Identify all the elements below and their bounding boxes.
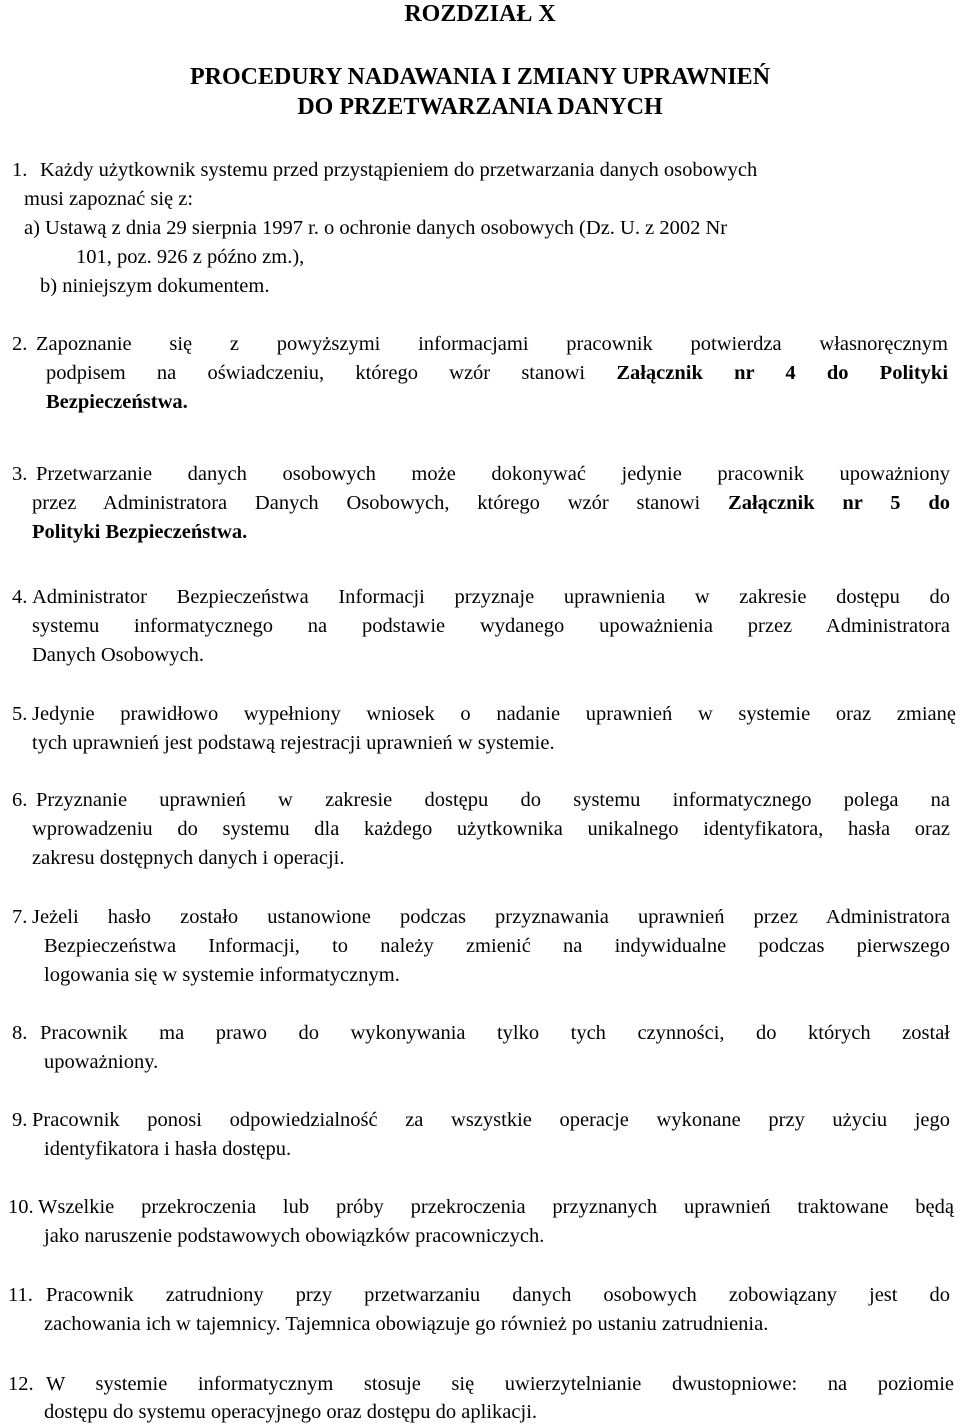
attachment-reference: Załącznik nr 5 do — [728, 492, 950, 514]
item-text: podpisem na oświadczeniu, którego wzór stanowi — [46, 362, 586, 384]
item-text-line: Wszelkie przekroczenia lub próby przekroczenia przyznanych uprawnień traktowane będą — [38, 1196, 954, 1218]
item-number: 5. — [12, 703, 28, 725]
item-text-line: logowania się w systemie informatycznym. — [44, 964, 400, 986]
item-number: 2. — [12, 333, 28, 355]
item-text-line: 101, poz. 926 z późno zm.), — [76, 246, 305, 268]
item-text-line: tych uprawnień jest podstawą rejestracji uprawnień w systemie. — [32, 732, 555, 754]
item-text-line: a) Ustawą z dnia 29 sierpnia 1997 r. o ochronie danych osobowych (Dz. U. z 2002 Nr — [24, 217, 728, 239]
item-text: przez Administratora Danych Osobowych, którego wzór stanowi — [32, 492, 701, 514]
item-text-line: zakresu dostępnych danych i operacji. — [32, 847, 345, 869]
item-number: 4. — [12, 586, 28, 608]
item-number: 11. — [8, 1284, 33, 1306]
item-number: 8. — [12, 1022, 28, 1044]
item-number: 7. — [12, 906, 28, 928]
list-item-3 — [12, 460, 950, 550]
item-text-line: Pracownik ma prawo do wykonywania tylko tych czynności, do których został — [40, 1022, 950, 1044]
item-number: 1. — [12, 159, 28, 181]
item-text-line: Pracownik ponosi odpowiedzialność za wszystkie operacje wykonane przy użyciu jego — [32, 1109, 950, 1131]
list-item-10 — [8, 1193, 954, 1253]
item-text-line: Pracownik zatrudniony przy przetwarzaniu danych osobowych zobowiązany jest do — [46, 1284, 950, 1306]
attachment-reference: Polityki Bezpieczeństwa. — [32, 521, 248, 543]
item-text-line: Zapoznanie się z powyższymi informacjami pracownik potwierdza własnoręcznym — [36, 333, 948, 355]
item-text-line: systemu informatycznego na podstawie wydanego upoważnienia przez Administratora — [32, 615, 950, 637]
item-number: 6. — [12, 789, 28, 811]
list-item-8 — [12, 1019, 950, 1079]
item-text-line: identyfikatora i hasła dostępu. — [44, 1138, 292, 1160]
item-text-line: b) niniejszym dokumentem. — [40, 275, 270, 297]
item-text-line: Każdy użytkownik systemu przed przystąpieniem do przetwarzania danych osobowych — [40, 159, 758, 181]
item-number: 12. — [8, 1373, 34, 1395]
item-text-line: W systemie informatycznym stosuje się uwierzytelnianie dwustopniowe: na poziomie — [46, 1373, 954, 1395]
item-text-line — [46, 388, 188, 417]
item-text-line: Danych Osobowych. — [32, 644, 204, 666]
item-text-line: zachowania ich w tajemnicy. Tajemnica obowiązuje go również po ustaniu zatrudnienia. — [44, 1313, 769, 1335]
item-text-line: dostępu do systemu operacyjnego oraz dostępu do aplikacji. — [44, 1401, 538, 1423]
chapter-heading: ROZDZIAŁ X — [404, 1, 556, 27]
item-text-line: Bezpieczeństwa Informacji, to należy zmienić na indywidualne podczas pierwszego — [44, 935, 950, 957]
attachment-reference: Załącznik nr 4 do Polityki — [616, 362, 949, 384]
list-item-6 — [12, 786, 950, 876]
list-item-1 — [12, 156, 946, 306]
item-text-line: wprowadzeniu do systemu dla każdego użytkownika unikalnego identyfikatora, hasła oraz — [32, 818, 950, 840]
item-text-line: Jeżeli hasło zostało ustanowione podczas przyznawania uprawnień przez Administratora — [32, 906, 950, 928]
item-number: 3. — [12, 463, 28, 485]
list-item-2 — [12, 330, 948, 420]
title-line-2: DO PRZETWARZANIA DANYCH — [297, 94, 663, 120]
item-text-line: musi zapoznać się z: — [24, 188, 194, 210]
item-text-line: Jedynie prawidłowo wypełniony wniosek o nadanie uprawnień w systemie oraz zmianę — [32, 703, 956, 725]
list-item-9 — [12, 1106, 950, 1166]
item-text-line: jako naruszenie podstawowych obowiązków pracowniczych. — [44, 1225, 545, 1247]
attachment-reference: Bezpieczeństwa. — [46, 391, 188, 413]
item-text-line — [32, 518, 247, 547]
list-item-4 — [12, 583, 950, 673]
item-text-line: upoważniony. — [44, 1051, 159, 1073]
item-number: 9. — [12, 1109, 28, 1131]
item-text-line — [46, 359, 948, 388]
list-item-5 — [12, 700, 956, 760]
item-text-line: Przetwarzanie danych osobowych może dokonywać jedynie pracownik upoważniony — [36, 463, 950, 485]
list-item-7 — [12, 903, 950, 993]
item-number: 10. — [8, 1196, 34, 1218]
list-item-12 — [8, 1370, 954, 1426]
list-item-11 — [8, 1281, 950, 1341]
item-text-line — [32, 489, 950, 518]
item-text-line: Przyznanie uprawnień w zakresie dostępu do systemu informatycznego polega na — [36, 789, 950, 811]
item-text-line: Administrator Bezpieczeństwa Informacji przyznaje uprawnienia w zakresie dostępu do — [32, 586, 950, 608]
title-line-1: PROCEDURY NADAWANIA I ZMIANY UPRAWNIEŃ — [189, 64, 771, 90]
